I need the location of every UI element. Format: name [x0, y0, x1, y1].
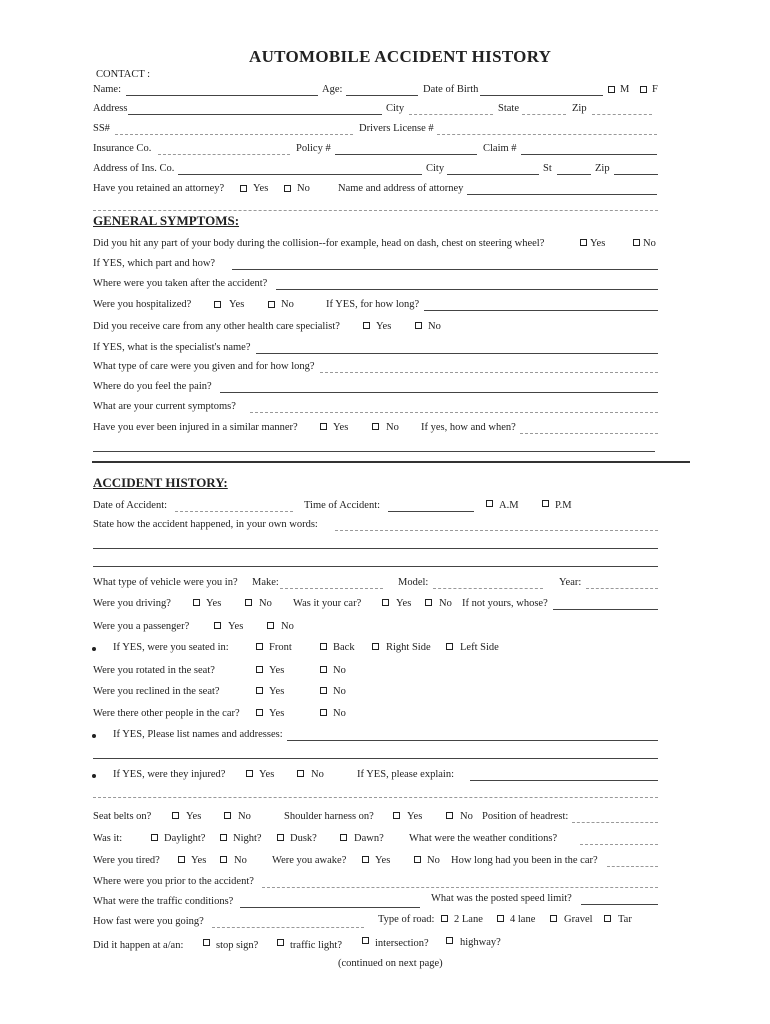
specialist-no-checkbox[interactable] [415, 322, 422, 329]
awake-label: Were you awake? [272, 855, 347, 866]
dob-label: Date of Birth [423, 84, 479, 95]
highway-checkbox[interactable] [446, 937, 453, 944]
seat-belts-yes-checkbox[interactable] [172, 812, 179, 819]
shoulder-yes-label: Yes [407, 811, 423, 822]
list-names-label: If YES, Please list names and addresses: [113, 729, 283, 740]
form-title: AUTOMOBILE ACCIDENT HISTORY [249, 47, 552, 66]
injured-yes-label: Yes [259, 769, 275, 780]
insurance-label: Insurance Co. [93, 143, 152, 154]
am-label: A.M [499, 500, 519, 511]
highway-label: highway? [460, 937, 501, 948]
continued-note: (continued on next page) [338, 958, 443, 969]
pm-label: P.M [555, 500, 572, 511]
male-label: M [620, 84, 630, 95]
dusk-checkbox[interactable] [277, 834, 284, 841]
dob-field[interactable] [480, 95, 603, 96]
list-names-line-2[interactable] [93, 758, 658, 759]
current-symptoms-field[interactable] [250, 412, 658, 413]
name-field[interactable] [126, 95, 318, 96]
weather-label: What were the weather conditions? [409, 833, 558, 844]
injured-no-checkbox[interactable] [297, 770, 304, 777]
specialist-yes-checkbox[interactable] [363, 322, 370, 329]
four-lane-checkbox[interactable] [497, 915, 504, 922]
how-when-label: If yes, how and when? [421, 422, 516, 433]
city-label: City [386, 103, 405, 114]
hit-no-label: No [643, 238, 656, 249]
reclined-label: Were you reclined in the seat? [93, 686, 220, 697]
attorney-yes-checkbox[interactable] [240, 185, 247, 192]
traffic-label: What were the traffic conditions? [93, 896, 234, 907]
license-field[interactable] [437, 134, 657, 135]
state-label: State [498, 103, 519, 114]
seat-belts-label: Seat belts on? [93, 811, 152, 822]
care-type-field[interactable] [320, 372, 658, 373]
seat-belts-no-label: No [238, 811, 251, 822]
injured-before-label: Have you ever been injured in a similar manner? [93, 422, 298, 433]
right-side-label: Right Side [386, 642, 431, 653]
headrest-field[interactable] [572, 822, 658, 823]
claim-label: Claim # [483, 143, 517, 154]
accident-history-heading: ACCIDENT HISTORY: [93, 475, 228, 490]
injured-before-yes-label: Yes [333, 422, 349, 433]
prior-label: Where were you prior to the accident? [93, 876, 254, 887]
two-lane-label: 2 Lane [454, 914, 483, 925]
explain-line-2[interactable] [93, 797, 658, 798]
four-lane-label: 4 lane [510, 914, 536, 925]
ins-zip-label: Zip [595, 163, 610, 174]
two-lane-checkbox[interactable] [441, 915, 448, 922]
tar-label: Tar [618, 914, 632, 925]
injured-label: If YES, were they injured? [113, 769, 226, 780]
driving-no-label: No [259, 598, 272, 609]
address-label: Address [93, 103, 128, 114]
other-people-no-label: No [333, 708, 346, 719]
awake-yes-label: Yes [375, 855, 391, 866]
back-checkbox[interactable] [320, 643, 327, 650]
female-label: F [652, 84, 658, 95]
bullet-list-names [92, 734, 96, 738]
tired-yes-checkbox[interactable] [178, 856, 185, 863]
awake-no-label: No [427, 855, 440, 866]
pain-field[interactable] [220, 392, 658, 393]
accident-date-field[interactable] [175, 511, 293, 512]
other-people-yes-checkbox[interactable] [256, 709, 263, 716]
your-car-label: Was it your car? [293, 598, 362, 609]
dawn-label: Dawn? [354, 833, 384, 844]
passenger-no-checkbox[interactable] [267, 622, 274, 629]
reclined-yes-label: Yes [269, 686, 285, 697]
attorney-name-label: Name and address of attorney [338, 183, 464, 194]
daylight-checkbox[interactable] [151, 834, 158, 841]
ss-field[interactable] [115, 134, 353, 135]
how-long-car-field[interactable] [607, 866, 658, 867]
year-field[interactable] [586, 588, 658, 589]
gravel-label: Gravel [564, 914, 593, 925]
prior-field[interactable] [262, 887, 658, 888]
specialist-label: Did you receive care from any other health care specialist? [93, 321, 340, 332]
how-fast-field[interactable] [212, 927, 364, 928]
tired-label: Were you tired? [93, 855, 160, 866]
awake-yes-checkbox[interactable] [362, 856, 369, 863]
explain-label: If YES, please explain: [357, 769, 454, 780]
your-car-no-checkbox[interactable] [425, 599, 432, 606]
bullet-injured [92, 774, 96, 778]
dawn-checkbox[interactable] [340, 834, 347, 841]
tired-yes-label: Yes [191, 855, 207, 866]
hospitalized-label: Were you hospitalized? [93, 299, 192, 310]
ins-st-label: St [543, 163, 552, 174]
hospitalized-no-label: No [281, 299, 294, 310]
right-side-checkbox[interactable] [372, 643, 379, 650]
ins-address-field[interactable] [178, 174, 422, 175]
section-divider [92, 461, 690, 463]
gravel-checkbox[interactable] [550, 915, 557, 922]
traffic-light-checkbox[interactable] [277, 939, 284, 946]
not-yours-field[interactable] [553, 609, 658, 610]
shoulder-no-checkbox[interactable] [446, 812, 453, 819]
specialist-name-label: If YES, what is the specialist's name? [93, 342, 251, 353]
stop-sign-label: stop sign? [216, 940, 259, 951]
pm-checkbox[interactable] [542, 500, 549, 507]
hit-question: Did you hit any part of your body during the collision--for example, head on dash, chest on steering wheel? [93, 238, 545, 249]
model-field[interactable] [433, 588, 543, 589]
name-label: Name: [93, 84, 121, 95]
rotated-label: Were you rotated in the seat? [93, 665, 215, 676]
care-type-label: What type of care were you given and for how long? [93, 361, 315, 372]
accident-time-label: Time of Accident: [304, 500, 381, 511]
was-it-label: Was it: [93, 833, 123, 844]
vehicle-type-label: What type of vehicle were you in? [93, 577, 238, 588]
specialist-yes-label: Yes [376, 321, 392, 332]
how-when-field[interactable] [520, 433, 658, 434]
attorney-question: Have you retained an attorney? [93, 183, 225, 194]
reclined-yes-checkbox[interactable] [256, 687, 263, 694]
policy-field[interactable] [335, 154, 477, 155]
make-label: Make: [252, 577, 279, 588]
road-type-label: Type of road: [378, 914, 435, 925]
happen-at-label: Did it happen at a/an: [93, 940, 184, 951]
reclined-no-label: No [333, 686, 346, 697]
intersection-checkbox[interactable] [362, 937, 369, 944]
where-taken-label: Where were you taken after the accident? [93, 278, 268, 289]
tired-no-label: No [234, 855, 247, 866]
am-checkbox[interactable] [486, 500, 493, 507]
passenger-label: Were you a passenger? [93, 621, 190, 632]
back-label: Back [333, 642, 355, 653]
traffic-light-label: traffic light? [290, 940, 342, 951]
state-how-field[interactable] [335, 530, 658, 531]
tired-no-checkbox[interactable] [220, 856, 227, 863]
intersection-label: intersection? [375, 938, 429, 949]
zip-label: Zip [572, 103, 587, 114]
pain-label: Where do you feel the pain? [93, 381, 212, 392]
shoulder-no-label: No [460, 811, 473, 822]
accident-date-label: Date of Accident: [93, 500, 168, 511]
ins-city-field[interactable] [447, 174, 539, 175]
male-checkbox[interactable] [608, 86, 615, 93]
your-car-yes-label: Yes [396, 598, 412, 609]
ins-st-field[interactable] [557, 174, 591, 175]
rotated-no-checkbox[interactable] [320, 666, 327, 673]
driving-yes-checkbox[interactable] [193, 599, 200, 606]
front-checkbox[interactable] [256, 643, 263, 650]
model-label: Model: [398, 577, 429, 588]
accident-time-field[interactable] [388, 511, 474, 512]
other-people-yes-label: Yes [269, 708, 285, 719]
rotated-no-label: No [333, 665, 346, 676]
ss-label: SS# [93, 123, 110, 134]
passenger-no-label: No [281, 621, 294, 632]
driving-no-checkbox[interactable] [245, 599, 252, 606]
injured-no-label: No [311, 769, 324, 780]
where-taken-field[interactable] [276, 289, 658, 290]
attorney-no-checkbox[interactable] [284, 185, 291, 192]
tar-checkbox[interactable] [604, 915, 611, 922]
seated-label: If YES, were you seated in: [113, 642, 229, 653]
claim-field[interactable] [521, 154, 657, 155]
other-people-label: Were there other people in the car? [93, 708, 240, 719]
left-side-checkbox[interactable] [446, 643, 453, 650]
zip-field[interactable] [592, 114, 652, 115]
which-part-field[interactable] [232, 269, 658, 270]
hit-yes-label: Yes [590, 238, 606, 249]
reclined-no-checkbox[interactable] [320, 687, 327, 694]
weather-field[interactable] [580, 844, 658, 845]
year-label: Year: [559, 577, 582, 588]
how-long-car-label: How long had you been in the car? [451, 855, 598, 866]
driving-yes-label: Yes [206, 598, 222, 609]
your-car-no-label: No [439, 598, 452, 609]
shoulder-label: Shoulder harness on? [284, 811, 374, 822]
hit-no-checkbox[interactable] [633, 239, 640, 246]
general-symptoms-heading: GENERAL SYMPTOMS: [93, 213, 240, 228]
specialist-no-label: No [428, 321, 441, 332]
which-part-label: If YES, which part and how? [93, 258, 216, 269]
license-label: Drivers License # [359, 123, 434, 134]
ins-city-label: City [426, 163, 445, 174]
not-yours-label: If not yours, whose? [462, 598, 548, 609]
attorney-yes-label: Yes [253, 183, 269, 194]
insurance-field[interactable] [158, 154, 290, 155]
how-long-field[interactable] [424, 310, 658, 311]
awake-no-checkbox[interactable] [414, 856, 421, 863]
how-fast-label: How fast were you going? [93, 916, 204, 927]
specialist-name-field[interactable] [256, 353, 658, 354]
passenger-yes-checkbox[interactable] [214, 622, 221, 629]
state-how-line-2[interactable] [93, 548, 658, 549]
bullet-seated [92, 647, 96, 651]
seat-belts-yes-label: Yes [186, 811, 202, 822]
city-field[interactable] [409, 114, 493, 115]
passenger-yes-label: Yes [228, 621, 244, 632]
explain-field[interactable] [470, 780, 658, 781]
attorney-name-field[interactable] [467, 194, 657, 195]
traffic-field[interactable] [240, 907, 420, 908]
night-label: Night? [233, 833, 262, 844]
state-how-label: State how the accident happened, in your own words: [93, 519, 318, 530]
shoulder-yes-checkbox[interactable] [393, 812, 400, 819]
hospitalized-yes-label: Yes [229, 299, 245, 310]
daylight-label: Daylight? [164, 833, 206, 844]
attorney-no-label: No [297, 183, 310, 194]
age-label: Age: [322, 84, 343, 95]
rotated-yes-label: Yes [269, 665, 285, 676]
female-checkbox[interactable] [640, 86, 647, 93]
speed-limit-label: What was the posted speed limit? [431, 893, 572, 904]
speed-limit-field[interactable] [581, 904, 658, 905]
injured-before-no-checkbox[interactable] [372, 423, 379, 430]
seat-belts-no-checkbox[interactable] [224, 812, 231, 819]
night-checkbox[interactable] [220, 834, 227, 841]
how-long-label: If YES, for how long? [326, 299, 420, 310]
current-symptoms-label: What are your current symptoms? [93, 401, 236, 412]
list-names-field[interactable] [287, 740, 658, 741]
driving-label: Were you driving? [93, 598, 171, 609]
age-field[interactable] [346, 95, 418, 96]
headrest-label: Position of headrest: [482, 811, 569, 822]
hospitalized-no-checkbox[interactable] [268, 301, 275, 308]
policy-label: Policy # [296, 143, 331, 154]
state-field[interactable] [522, 114, 566, 115]
how-when-extra-line[interactable] [93, 451, 655, 452]
state-how-line-3[interactable] [93, 566, 658, 567]
left-side-label: Left Side [460, 642, 499, 653]
contact-heading: CONTACT : [96, 69, 151, 80]
other-people-no-checkbox[interactable] [320, 709, 327, 716]
stop-sign-checkbox[interactable] [203, 939, 210, 946]
your-car-yes-checkbox[interactable] [382, 599, 389, 606]
attorney-extra-line[interactable] [93, 210, 658, 211]
make-field[interactable] [280, 588, 383, 589]
hit-yes-checkbox[interactable] [580, 239, 587, 246]
front-label: Front [269, 642, 292, 653]
rotated-yes-checkbox[interactable] [256, 666, 263, 673]
injured-before-yes-checkbox[interactable] [320, 423, 327, 430]
ins-address-label: Address of Ins. Co. [93, 163, 175, 174]
hospitalized-yes-checkbox[interactable] [214, 301, 221, 308]
injured-yes-checkbox[interactable] [246, 770, 253, 777]
dusk-label: Dusk? [290, 833, 317, 844]
address-field[interactable] [128, 114, 382, 115]
injured-before-no-label: No [386, 422, 399, 433]
ins-zip-field[interactable] [614, 174, 658, 175]
